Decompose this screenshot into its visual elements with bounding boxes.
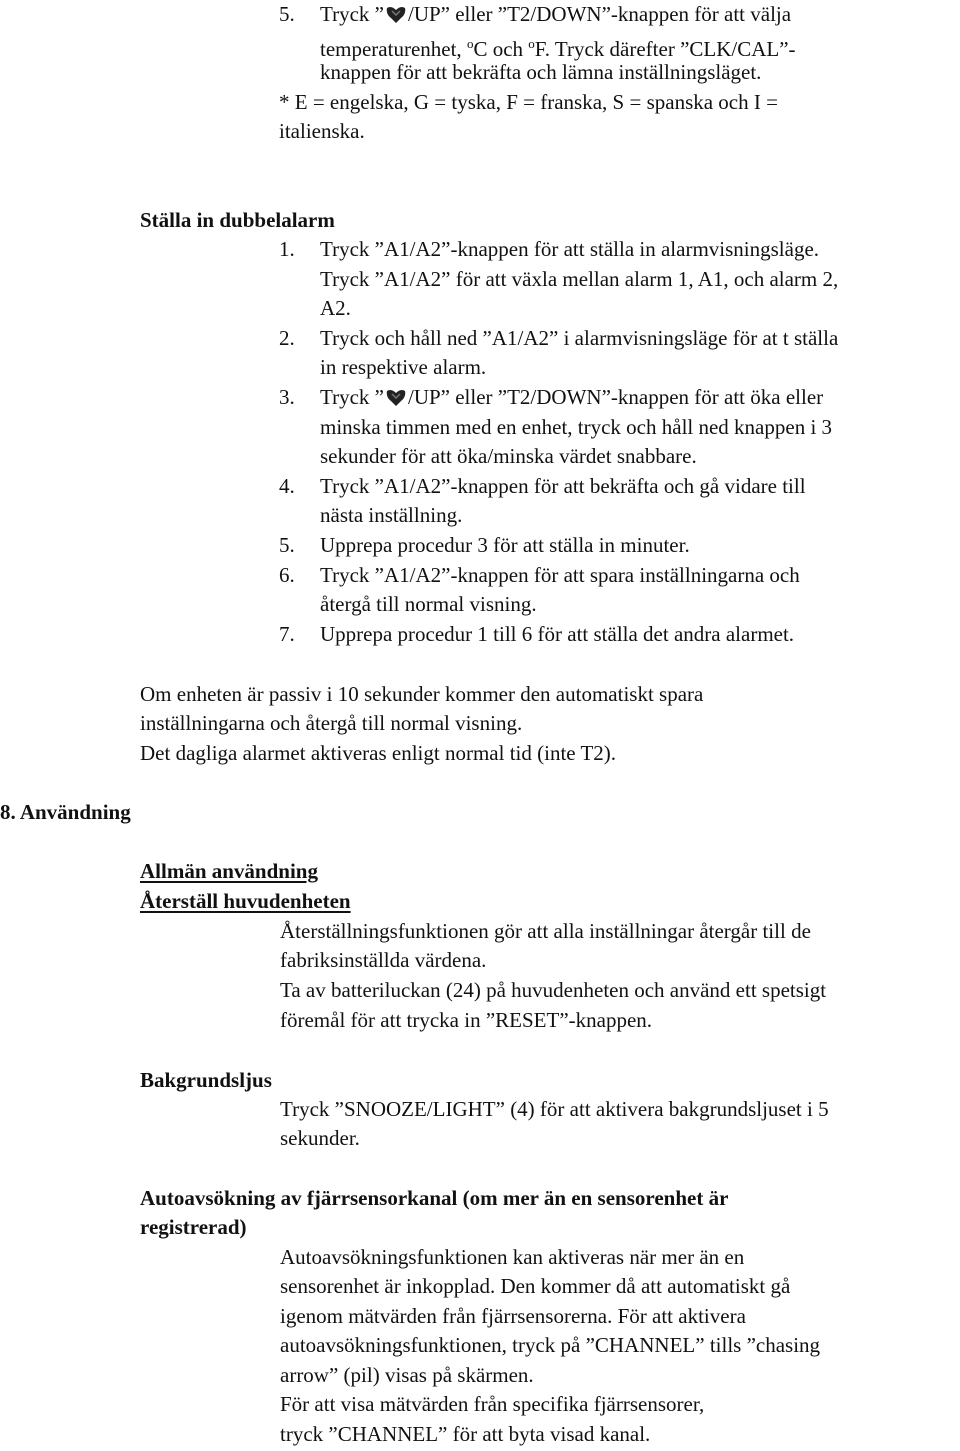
reset-heading: Återställ huvudenheten [140, 889, 351, 913]
step-3-line-2: minska timmen med en enhet, tryck och håll ned knappen i 3 [320, 415, 833, 439]
scan-heading-line-2: registrerad) [140, 1215, 247, 1239]
step-6-line-2: återgå till normal visning. [320, 592, 537, 616]
item-5-number: 5. [279, 2, 295, 26]
step-1-line-2: Tryck ”A1/A2” för att växla mellan alarm 1, A1, och alarm 2, [320, 267, 839, 291]
backlight-heading: Bakgrundsljus [140, 1068, 272, 1092]
step-6-line-1: Tryck ”A1/A2”-knappen för att spara inställningarna och [320, 563, 800, 587]
step-2-number: 2. [279, 326, 295, 350]
reset-line-3: Ta av batteriluckan (24) på huvudenheten och använd ett spetsigt [280, 978, 827, 1002]
language-footnote: * E = engelska, G = tyska, F = franska, S = spanska och I = [279, 90, 778, 114]
language-footnote-cont: italienska. [279, 119, 365, 143]
backlight-line-1: Tryck ”SNOOZE/LIGHT” (4) för att aktivera bakgrundsljuset i 5 [280, 1097, 829, 1121]
scan-line-2: sensorenhet är inkopplad. Den kommer då att automatiskt gå [280, 1274, 791, 1298]
step-1-number: 1. [279, 237, 295, 261]
scan-line-5: arrow” (pil) visas på skärmen. [280, 1363, 534, 1387]
step-7-line-1: Upprepa procedur 1 till 6 för att ställa det andra alarmet. [320, 622, 795, 646]
step-3-line-3: sekunder för att öka/minska värdet snabbare. [320, 444, 697, 468]
section-8-heading: 8. Användning [0, 800, 131, 824]
note-line-1: Om enheten är passiv i 10 sekunder kommer den automatiskt spara [140, 682, 704, 706]
dual-alarm-heading: Ställa in dubbelalarm [140, 208, 335, 232]
step-4-line-1: Tryck ”A1/A2”-knappen för att bekräfta och gå vidare till [320, 474, 806, 498]
step-2-line-1: Tryck och håll ned ”A1/A2” i alarmvisningsläge för at t ställa [320, 326, 839, 350]
step-3-number: 3. [279, 385, 295, 409]
scan-line-1: Autoavsökningsfunktionen kan aktiveras när mer än en [280, 1245, 745, 1269]
step-4-number: 4. [279, 474, 295, 498]
snowflake-icon [385, 387, 407, 407]
note-line-3: Det dagliga alarmet aktiveras enligt normal tid (inte T2). [140, 741, 617, 765]
reset-line-2: fabriksinställda värdena. [280, 948, 487, 972]
general-use-heading: Allmän användning [140, 859, 318, 883]
snowflake-icon [385, 4, 407, 24]
step-5-line-1: Upprepa procedur 3 för att ställa in minuter. [320, 533, 690, 557]
reset-line-4: föremål för att trycka in ”RESET”-knappen. [280, 1008, 653, 1032]
note-line-2: inställningarna och återgå till normal visning. [140, 711, 523, 735]
item-5-line-1: Tryck ” /UP” eller ”T2/DOWN”-knappen för att välja [320, 2, 792, 26]
item-5-line-2: temperaturenhet, $^o$C och $^o$F. Tryck därefter ”CLK/CAL”- [320, 36, 796, 61]
step-4-line-2: nästa inställning. [320, 503, 463, 527]
step-5-number: 5. [279, 533, 295, 557]
item-5-line-3: knappen för att bekräfta och lämna inställningsläget. [320, 60, 762, 84]
scan-line-6: För att visa mätvärden från specifika fjärrsensorer, [280, 1392, 705, 1416]
step-7-number: 7. [279, 622, 295, 646]
step-1-line-1: Tryck ”A1/A2”-knappen för att ställa in alarmvisningsläge. [320, 237, 820, 261]
step-3-line-1: Tryck ” /UP” eller ”T2/DOWN”-knappen för att öka eller [320, 385, 824, 409]
step-6-number: 6. [279, 563, 295, 587]
scan-heading-line-1: Autoavsökning av fjärrsensorkanal (om mer än en sensorenhet är [140, 1186, 729, 1210]
scan-line-3: igenom mätvärden från fjärrsensorerna. För att aktivera [280, 1304, 746, 1328]
step-2-line-2: in respektive alarm. [320, 355, 487, 379]
scan-line-4: autoavsökningsfunktionen, tryck på ”CHANNEL” tills ”chasing [280, 1333, 821, 1357]
scan-line-7: tryck ”CHANNEL” för att byta visad kanal. [280, 1422, 651, 1446]
reset-line-1: Återställningsfunktionen gör att alla inställningar återgår till de [280, 919, 811, 943]
step-1-line-3: A2. [320, 296, 351, 320]
backlight-line-2: sekunder. [280, 1126, 360, 1150]
